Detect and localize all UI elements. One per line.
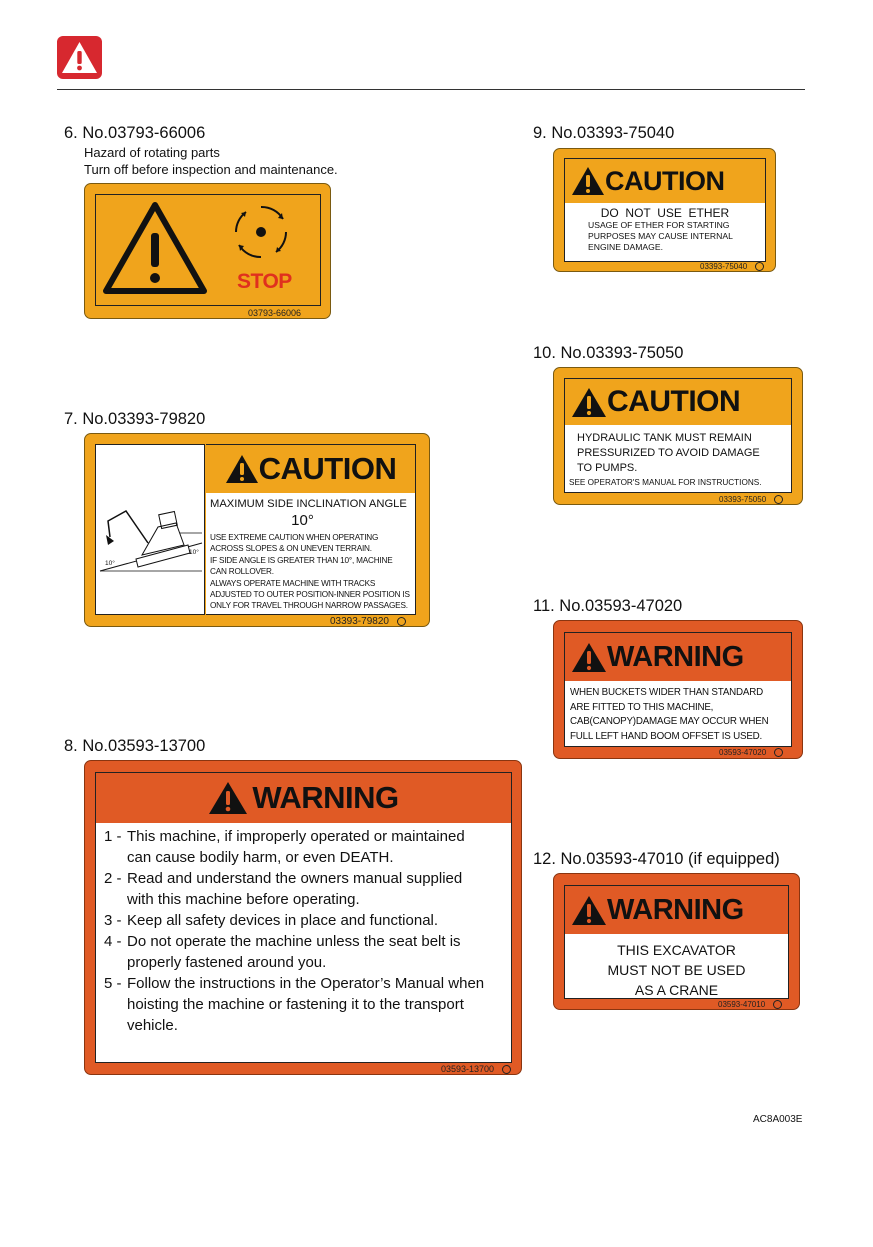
- registered-mark-icon: [755, 262, 764, 271]
- warning-triangle-icon: [571, 641, 607, 674]
- item-text: Do not operate the machine unless the seat belt is properly fastened around you.: [127, 933, 461, 971]
- decal-7-body: [206, 493, 415, 614]
- section-8-title: 8. No.03593-13700: [64, 737, 206, 755]
- warning-triangle-icon: [208, 780, 248, 816]
- item-number: 4 -: [104, 933, 122, 950]
- section-12-title: 12. No.03593-47010 (if equipped): [533, 850, 780, 868]
- decal-11-heading: WARNING: [607, 640, 744, 673]
- section-6-title: 6. No.03793-66006: [64, 124, 206, 142]
- decal-7-text-panel: [206, 444, 416, 615]
- item-number: 3 -: [104, 912, 122, 929]
- decal-9-line: PURPOSES MAY CAUSE INTERNAL: [588, 231, 733, 241]
- decal-9-code-text: 03393-75040: [700, 262, 748, 271]
- list-item: [104, 910, 487, 931]
- decal-11-code: [719, 748, 783, 757]
- decal-9-lines: [565, 220, 765, 253]
- decal-11-code-text: 03593-47020: [719, 748, 767, 757]
- warning-triangle-icon: [100, 199, 210, 299]
- decal-7-sub1: MAXIMUM SIDE INCLINATION ANGLE: [210, 498, 407, 510]
- list-item: [104, 973, 487, 1036]
- decal-12-body: [565, 934, 788, 998]
- registered-mark-icon: [774, 495, 783, 504]
- decal-9-sub: DO NOT USE ETHER: [600, 206, 730, 220]
- item-number: 2 -: [104, 870, 122, 887]
- decal-11-buckets: [553, 620, 803, 759]
- decal-10-line: HYDRAULIC TANK MUST REMAIN: [577, 432, 752, 444]
- decal-7-line: ACROSS SLOPES & ON UNEVEN TERRAIN.: [210, 544, 372, 554]
- decal-9-frame: [564, 158, 766, 262]
- section-7-title: 7. No.03393-79820: [64, 410, 206, 428]
- decal-6-code: 03793-66006: [248, 308, 302, 318]
- stop-label: STOP: [237, 270, 292, 293]
- rotating-parts-icon: [226, 199, 296, 265]
- decal-9-heading-bar: [565, 159, 765, 204]
- decal-7-illustration-panel: [95, 444, 205, 615]
- excavator-on-slope-icon: [98, 493, 206, 583]
- decal-11-body: [565, 681, 791, 746]
- decal-12-code-text: 03593-47010: [718, 1000, 766, 1009]
- decal-12-line: AS A CRANE: [634, 982, 719, 998]
- decal-9-heading: CAUTION: [605, 165, 725, 196]
- registered-mark-icon: [502, 1065, 511, 1074]
- decal-7-line: USE EXTREME CAUTION WHEN OPERATING: [210, 533, 379, 542]
- decal-11-frame: [564, 632, 792, 747]
- section-6-line2: Turn off before inspection and maintenance.: [84, 162, 338, 177]
- decal-11-line: CAB(CANOPY)DAMAGE MAY OCCUR WHEN: [570, 716, 769, 727]
- caution-triangle-icon: [571, 165, 605, 197]
- decal-8-heading-bar: [96, 773, 511, 824]
- decal-7-line: CAN ROLLOVER.: [210, 567, 274, 577]
- decal-10-code: [719, 495, 783, 504]
- decal-12-heading-bar: [565, 886, 788, 935]
- decal-8-code-text: 03593-13700: [441, 1064, 495, 1074]
- item-text: Keep all safety devices in place and functional.: [127, 912, 439, 929]
- decal-8-frame: [95, 772, 512, 1063]
- warning-triangle-icon: [571, 894, 607, 927]
- item-number: 5 -: [104, 975, 122, 992]
- header-warning-icon: [57, 36, 102, 79]
- decal-12-frame: [564, 885, 789, 999]
- section-10-title: 10. No.03393-75050: [533, 344, 684, 362]
- angle-left-label: 10°: [105, 560, 115, 567]
- item-text: This machine, if improperly operated or maintained can cause bodily harm, or even DEATH.: [127, 828, 465, 866]
- decal-11-line: WHEN BUCKETS WIDER THAN STANDARD: [570, 687, 763, 698]
- decal-10-frame: [564, 378, 792, 493]
- header-divider: [57, 89, 805, 90]
- list-item: [104, 931, 487, 973]
- decal-9-line: USAGE OF ETHER FOR STARTING: [588, 220, 730, 230]
- caution-triangle-icon: [571, 386, 607, 419]
- decal-11-heading-bar: [565, 633, 791, 682]
- decal-9-body: [565, 203, 765, 261]
- decal-7-lines: [210, 532, 415, 612]
- decal-10-line: PRESSURIZED TO AVOID DAMAGE: [577, 447, 760, 459]
- decal-9-ether: [553, 148, 776, 272]
- item-number: 1 -: [104, 828, 122, 845]
- decal-7-side-inclination: [84, 433, 430, 627]
- decal-11-line: FULL LEFT HAND BOOM OFFSET IS USED.: [570, 730, 763, 742]
- decal-7-heading-bar: [206, 445, 415, 494]
- decal-10-code-text: 03393-75050: [719, 495, 767, 504]
- registered-mark-icon: [774, 748, 783, 757]
- figure-code: AC8A003E: [753, 1114, 803, 1125]
- decal-7-code-text: 03393-79820: [330, 616, 389, 627]
- decal-12-line: MUST NOT BE USED: [607, 962, 746, 978]
- decal-12-code: [718, 1000, 782, 1009]
- angle-right-label: 10°: [189, 549, 199, 556]
- decal-12-crane: [553, 873, 800, 1010]
- decal-7-line: ALWAYS OPERATE MACHINE WITH TRACKS: [210, 578, 376, 588]
- registered-mark-icon: [773, 1000, 782, 1009]
- decal-10-hydraulic-tank: [553, 367, 803, 505]
- decal-10-body: [565, 425, 791, 492]
- decal-12-heading: WARNING: [607, 893, 744, 926]
- decal-9-line: ENGINE DAMAGE.: [588, 242, 663, 252]
- decal-8-heading: WARNING: [252, 780, 399, 815]
- decal-10-note: SEE OPERATOR'S MANUAL FOR INSTRUCTIONS.: [569, 478, 762, 487]
- decal-6-rotating-parts: [84, 183, 331, 319]
- item-text: Follow the instructions in the Operator’s Manual when hoisting the machine or fastening it to the transport vehicle.: [127, 975, 485, 1034]
- decal-7-line: IF SIDE ANGLE IS GREATER THAN 10°, MACHINE: [210, 555, 393, 565]
- decal-8-list: [96, 823, 511, 1062]
- decal-7-line: ONLY FOR TRAVEL THROUGH NARROW PASSAGES.: [210, 601, 408, 611]
- decal-6-frame: [95, 194, 321, 306]
- section-11-title: 11. No.03593-47020: [533, 597, 683, 615]
- section-6-line1: Hazard of rotating parts: [84, 145, 220, 160]
- registered-mark-icon: [397, 617, 406, 626]
- decal-11-line: ARE FITTED TO THIS MACHINE,: [570, 701, 714, 713]
- decal-7-sub2: 10°: [291, 512, 314, 529]
- item-text: Read and understand the owners manual supplied with this machine before operating.: [127, 870, 463, 908]
- caution-triangle-icon: [225, 453, 259, 485]
- decal-7-heading: CAUTION: [258, 451, 397, 486]
- decal-12-line: THIS EXCAVATOR: [617, 942, 736, 958]
- list-item: [104, 826, 487, 868]
- decal-7-line: ADJUSTED TO OUTER POSITION-INNER POSITION IS: [210, 590, 410, 600]
- decal-9-code: [700, 262, 764, 271]
- decal-10-lines: [577, 431, 791, 476]
- list-item: [104, 868, 487, 910]
- decal-10-heading: CAUTION: [607, 385, 741, 418]
- decal-8-general-warning: [84, 760, 522, 1075]
- decal-10-line: TO PUMPS.: [577, 462, 638, 474]
- decal-8-code: [441, 1064, 511, 1074]
- decal-10-heading-bar: [565, 379, 791, 426]
- decal-7-code: [330, 616, 406, 627]
- section-9-title: 9. No.03393-75040: [533, 124, 675, 142]
